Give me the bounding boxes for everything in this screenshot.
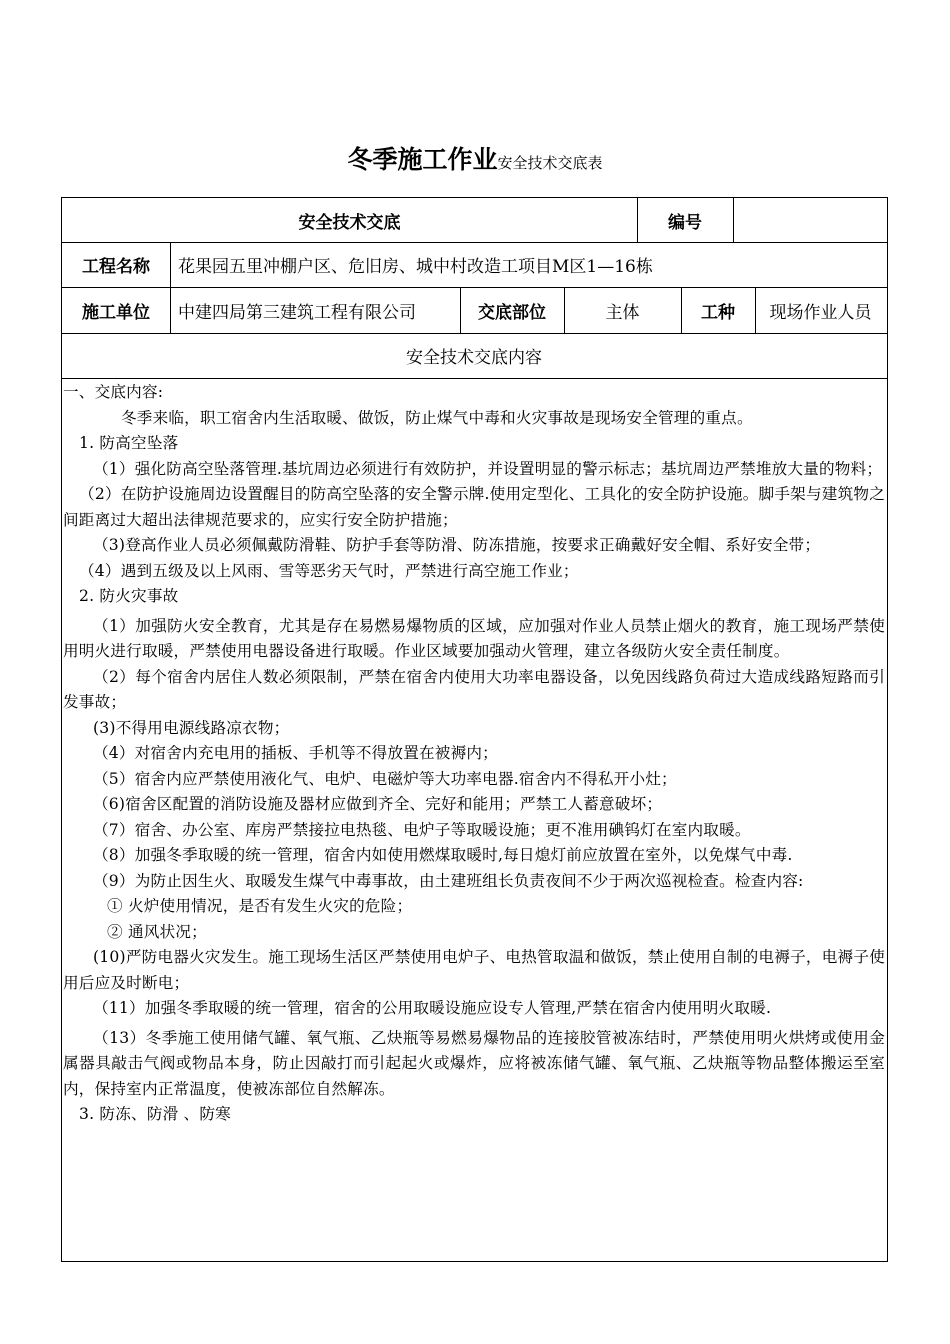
content-paragraph: （5）宿舍内应严禁使用液化气、电炉、电磁炉等大功率电器.宿舍内不得私开小灶； xyxy=(93,769,677,788)
number-label: 编号 xyxy=(668,212,702,233)
content-paragraph: (3)不得用电源线路凉衣物； xyxy=(93,718,290,737)
content-paragraph: （1）强化防高空坠落管理.基坑周边必须进行有效防护，并设置明显的警示标志；基坑周边严禁堆放大量的物料； xyxy=(93,459,883,478)
content-paragraph: （13）冬季施工使用储气罐、氧气瓶、乙炔瓶等易燃易爆物品的连接胶管被冻结时，严禁使用明火烘烤或使用金属器具敲击气阀或物品本身，防止因敲打而引起起火或爆炸，应将被冻储气罐、氧气瓶、乙炔瓶等物品整体搬运至室内，保持室内正常温度，使被冻部位自然解冻。 xyxy=(63,1028,885,1098)
content-paragraph: （1）加强防火安全教育，尤其是存在易燃易爆物质的区域，应加强对作业人员禁止烟火的教育，施工现场严禁使用明火进行取暖，严禁使用电器设备进行取暖。作业区域要加强动火管理，建立各级防火安全责任制度。 xyxy=(63,616,885,660)
content-paragraph: （2）每个宿舍内居住人数必须限制，严禁在宿舍内使用大功率电器设备，以免因线路负荷过大造成线路短路而引发事故； xyxy=(63,667,885,711)
document-title-sub: 安全技术交底表 xyxy=(497,154,603,172)
content-paragraph: 2. 防火灾事故 xyxy=(79,587,179,605)
disclosure-part-label: 交底部位 xyxy=(478,302,546,323)
content-paragraph: (10)严防电器火灾发生。施工现场生活区严禁使用电炉子、电热管取温和做饭，禁止使用自制的电褥子，电褥子使用后应及时断电； xyxy=(63,948,885,992)
content-paragraph: （9）为防止因生火、取暖发生煤气中毒事故，由土建班组长负责夜间不少于两次巡视检查。检查内容: xyxy=(93,871,804,890)
row-divider xyxy=(62,378,887,379)
content-paragraph: 1. 防高空坠落 xyxy=(79,434,179,452)
content-paragraph: （7）宿舍、办公室、库房严禁接拉电热毯、电炉子等取暖设施；更不准用碘钨灯在室内取暖。 xyxy=(93,820,751,839)
content-paragraph: 3. 防冻、防滑 、防寒 xyxy=(79,1105,231,1123)
content-paragraph: 冬季来临，职工宿舍内生活取暖、做饭，防止煤气中毒和火灾事故是现场安全管理的重点。 xyxy=(121,408,753,427)
content-paragraph: （8）加强冬季取暖的统一管理，宿舍内如使用燃煤取暖时,每日熄灯前应放置在室外，以免煤气中毒. xyxy=(93,846,793,864)
content-paragraph: （4）遇到五级及以上风雨、雪等恶劣天气时，严禁进行高空施工作业； xyxy=(79,561,579,580)
content-paragraph: ① 火炉使用情况，是否有发生火灾的危险； xyxy=(107,897,413,915)
content-paragraph: （6)宿舍区配置的消防设施及器材应做到齐全、完好和能用；严禁工人蓄意破坏； xyxy=(93,795,663,813)
project-name-label: 工程名称 xyxy=(82,257,150,277)
disclosure-content-heading: 安全技术交底内容 xyxy=(406,348,542,368)
content-paragraph: 一、交底内容: xyxy=(63,383,164,401)
disclosure-content-body xyxy=(63,380,885,1128)
safety-disclosure-label: 安全技术交底 xyxy=(298,212,401,233)
construction-unit-label: 施工单位 xyxy=(82,302,150,323)
content-paragraph: （2）在防护设施周边设置醒目的防高空坠落的安全警示牌.使用定型化、工具化的安全防护设施。脚手架与建筑物之间距离过大超出法律规范要求的，应实行安全防护措施； xyxy=(63,485,885,529)
content-paragraph: ② 通风状况； xyxy=(107,922,207,941)
document-title xyxy=(0,140,950,176)
disclosure-part-value: 主体 xyxy=(605,302,640,323)
construction-unit-value: 中建四局第三建筑工程有限公司 xyxy=(178,302,416,323)
document-title-main: 冬季施工作业 xyxy=(347,145,498,174)
number-value xyxy=(733,198,886,242)
project-name-value: 花果园五里冲棚户区、危旧房、城中村改造工项目M区1—16栋 xyxy=(178,257,653,277)
content-paragraph: （11）加强冬季取暖的统一管理，宿舍的公用取暖设施应设专人管理,严禁在宿舍内使用明火取暖. xyxy=(93,999,772,1017)
trade-value: 现场作业人员 xyxy=(769,302,872,323)
trade-label: 工种 xyxy=(701,302,735,323)
content-paragraph: （4）对宿舍内充电用的插板、手机等不得放置在被褥内； xyxy=(93,744,498,762)
content-paragraph: （3)登高作业人员必须佩戴防滑鞋、防护手套等防滑、防冻措施，按要求正确戴好安全帽、系好安全带； xyxy=(93,536,821,554)
disclosure-table xyxy=(61,197,888,1262)
